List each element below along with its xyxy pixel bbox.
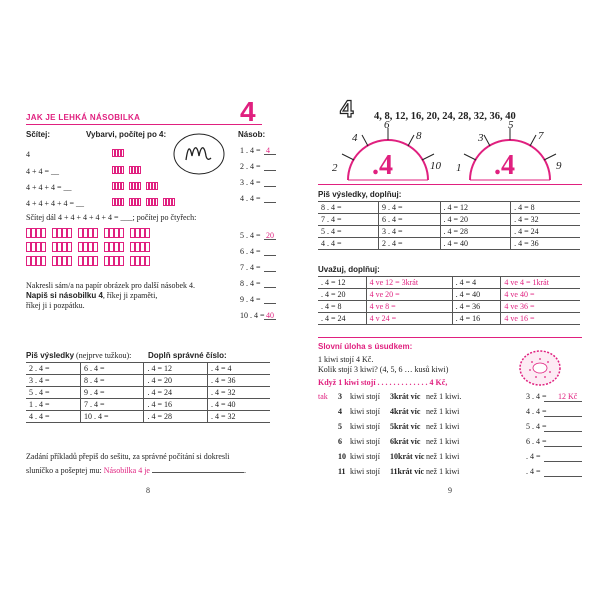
mult-expression: 6 . 4 =	[240, 247, 261, 256]
table-cell: . 4 = 32	[511, 214, 580, 226]
table-cell: . 4 = 40	[440, 238, 511, 250]
mult-expression: 10 . 4 =	[240, 311, 265, 320]
big-number-outline: 4	[340, 96, 354, 123]
mult-expression: 7 . 4 =	[240, 263, 261, 272]
kiwi-row-equation: 3 . 4 =	[526, 392, 547, 401]
sun-1-num: 10	[430, 160, 441, 172]
box-group	[52, 242, 72, 252]
kiwi-row-mid: kiwi stojí	[350, 407, 381, 416]
kiwi-row-post: než 1 kiwi	[426, 467, 460, 476]
mult-row	[240, 178, 280, 187]
box-group	[26, 256, 46, 266]
table-cell: . 4 = 4	[452, 277, 501, 289]
footer-blank	[152, 472, 244, 473]
box-group	[52, 228, 72, 238]
kiwi-row-equation: 6 . 4 =	[526, 437, 547, 446]
box-group	[26, 242, 46, 252]
kiwi-row-equation: . 4 =	[526, 467, 541, 476]
kiwi-row-mid: kiwi stojí	[350, 392, 381, 401]
table-cell: . 4 = 36	[452, 301, 501, 313]
footer-1: Zadání příkladů přepiš do sešitu, za správné počítání si dokresli	[26, 452, 230, 461]
page-number-right: 9	[448, 486, 452, 495]
pis-label-right: Piš výsledky, doplňuj:	[318, 190, 402, 199]
box-grid-row	[26, 242, 156, 252]
kiwi-answer-blank	[544, 401, 582, 402]
table-cell: . 4 = 24	[511, 226, 580, 238]
slovni-label: Slovní úloha s úsudkem:	[318, 342, 413, 351]
table-cell: . 4 = 12	[440, 202, 511, 214]
table-cell: 3 . 4 =	[378, 226, 440, 238]
table-cell: . 4 = 36	[511, 238, 580, 250]
mult-answer: 40	[266, 311, 274, 320]
pis-paren: (nejprve tužkou):	[74, 351, 132, 360]
divider-2	[318, 337, 582, 338]
box-grid-row	[26, 256, 156, 266]
table-cell: 1 . 4 =	[26, 399, 80, 411]
big-number: 4	[240, 96, 256, 127]
footer-2: sluníčko a pošeptej mu: Násobilka 4 je .	[26, 466, 246, 475]
sun-1-num: 4	[352, 132, 358, 144]
footer-2-pink: Násobilka 4 je	[103, 466, 150, 475]
table-cell: . 4 = 40	[452, 289, 501, 301]
kiwi-icon	[518, 348, 564, 388]
handwriting-circle-icon	[172, 132, 226, 176]
sum-long: Sčítej dál 4 + 4 + 4 + 4 + 4 = ___; počítej po čtyřech:	[26, 213, 197, 222]
uvazuj-label: Uvažuj, doplňuj:	[318, 265, 380, 274]
header-nasob: Násob:	[238, 130, 266, 139]
mult-row	[240, 279, 280, 288]
right-table-1	[318, 201, 580, 250]
table-cell: 9 . 4 =	[378, 202, 440, 214]
kiwi-row-post: než 1 kiwi.	[426, 392, 462, 401]
kiwi-row-times: 3krát víc	[390, 392, 421, 401]
table-row	[318, 202, 580, 214]
box-group	[78, 228, 98, 238]
table-cell: 6 . 4 =	[80, 363, 144, 375]
kiwi-row-mid: kiwi stojí	[350, 437, 381, 446]
box-row-3	[112, 182, 163, 190]
table-cell: . 4 = 32	[207, 411, 270, 423]
kiwi-row-post: než 1 kiwi	[426, 437, 460, 446]
box-group	[78, 242, 98, 252]
kiwi-row-count: 10	[338, 452, 346, 461]
box-row-2	[112, 166, 146, 174]
header-scitej: Sčítej:	[26, 130, 51, 139]
sum-2: 4 + 4 = __	[26, 167, 60, 176]
kiwi-answer-blank	[544, 446, 582, 447]
mult-row	[240, 311, 280, 320]
table-cell: 10 . 4 =	[80, 411, 144, 423]
table-row	[318, 301, 580, 313]
kiwi-row-equation: 5 . 4 =	[526, 422, 547, 431]
table-cell: . 4 = 20	[440, 214, 511, 226]
instruction-2-bold: Napiš si násobilku 4	[26, 291, 103, 300]
pis-label: Piš výsledky	[26, 351, 75, 360]
table-cell: 7 . 4 =	[80, 399, 144, 411]
table-cell: 4 ve 20 =	[366, 289, 452, 301]
mult-row	[240, 247, 280, 256]
table-cell: 4 v 24 =	[366, 313, 452, 325]
kiwi-answer-blank	[544, 416, 582, 417]
answer-blank	[264, 287, 276, 288]
answer-blank	[264, 202, 276, 203]
kiwi-row-mid: kiwi stojí	[350, 422, 381, 431]
header-vybarvi: Vybarvi, počítej po 4:	[86, 130, 167, 139]
box-row-1	[112, 149, 129, 157]
kiwi-row-post: než 1 kiwi	[426, 422, 460, 431]
table-cell: 4 ve 36 =	[501, 301, 580, 313]
instruction-2-rest: , říkej ji zpaměti,	[102, 291, 158, 300]
mult-expression: 5 . 4 =	[240, 231, 261, 240]
pis-label-row	[26, 351, 131, 360]
kiwi-row-times: 6krát víc	[390, 437, 421, 446]
kiwi-row-times: 4krát víc	[390, 407, 421, 416]
sun-numbers	[320, 119, 582, 188]
box-row-4	[112, 198, 180, 206]
table-cell: 2 . 4 =	[378, 238, 440, 250]
kiwi-row-count: 6	[338, 437, 342, 446]
table-row	[26, 363, 270, 375]
table-row	[318, 313, 580, 325]
table-cell: 4 . 4 =	[318, 238, 378, 250]
kiwi-row-times: 10krát víc	[390, 452, 425, 461]
sequence: 4, 8, 12, 16, 20, 24, 28, 32, 36, 40	[374, 111, 516, 122]
table-cell: 4 . 4 =	[26, 411, 80, 423]
box-group	[52, 256, 72, 266]
kiwi-row-times: 5krát víc	[390, 422, 421, 431]
table-cell: . 4 = 28	[440, 226, 511, 238]
table-row	[26, 375, 270, 387]
table-row	[26, 399, 270, 411]
table-cell: 8 . 4 =	[318, 202, 378, 214]
table-cell: . 4 = 20	[318, 289, 366, 301]
kiwi-row-mid: kiwi stojí	[350, 467, 381, 476]
sum-1: 4	[26, 150, 30, 159]
table-cell: 4 ve 4 = 1krát	[501, 277, 580, 289]
table-cell: . 4 = 24	[144, 387, 208, 399]
kiwi-row-mid: kiwi stojí	[350, 452, 381, 461]
table-row	[318, 277, 580, 289]
table-row	[318, 214, 580, 226]
answer-blank	[264, 186, 276, 187]
table-cell: 3 . 4 =	[26, 375, 80, 387]
instruction-2	[26, 291, 157, 300]
table-cell: . 4 = 12	[318, 277, 366, 289]
mult-answer: 20	[266, 231, 274, 240]
table-row	[318, 289, 580, 301]
box-group	[130, 256, 150, 266]
kdyz-line: Když 1 kiwi stojí . . . . . . . . . . . . . 4 Kč,	[318, 378, 448, 387]
table-cell: 4 ve 8 =	[366, 301, 452, 313]
dopln-label: Doplň správné číslo:	[148, 351, 227, 360]
kiwi-row-equation: 4 . 4 =	[526, 407, 547, 416]
mult-expression: 1 . 4 =	[240, 146, 261, 155]
kiwi-row-prefix: tak	[318, 392, 328, 401]
table-cell: 8 . 4 =	[80, 375, 144, 387]
table-cell: . 4 = 16	[452, 313, 501, 325]
divider-1	[318, 184, 582, 185]
kiwi-row-count: 3	[338, 392, 342, 401]
mult-expression: 4 . 4 =	[240, 194, 261, 203]
box-group	[26, 228, 46, 238]
sun-1-center: .4	[372, 150, 393, 181]
table-row	[318, 238, 580, 250]
answer-blank	[264, 255, 276, 256]
kiwi-row-times: 11krát víc	[390, 467, 424, 476]
kiwi-answer-blank	[544, 476, 582, 477]
kiwi-1: 1 kiwi stojí 4 Kč.	[318, 355, 374, 364]
kiwi-row-equation: . 4 =	[526, 452, 541, 461]
mult-row	[240, 146, 280, 155]
box-group	[130, 242, 150, 252]
sun-2-num: 5	[508, 119, 514, 131]
box-group	[104, 256, 124, 266]
mult-row	[240, 295, 280, 304]
table-cell: . 4 = 36	[207, 375, 270, 387]
answer-blank	[264, 303, 276, 304]
instruction-3: říkej ji i pozpátku.	[26, 301, 85, 310]
page-number-left: 8	[146, 486, 150, 495]
sun-1-num: 8	[416, 130, 422, 142]
table-cell: 5 . 4 =	[318, 226, 378, 238]
sun-2-num: 3	[478, 132, 484, 144]
right-page	[300, 0, 600, 600]
sun-2-num: 1	[456, 162, 462, 174]
kiwi-row-post: než 1 kiwi	[426, 452, 460, 461]
answer-blank	[264, 271, 276, 272]
kiwi-row-answer: 12 Kč	[558, 392, 578, 401]
table-cell: . 4 = 8	[511, 202, 580, 214]
table-cell: . 4 = 12	[144, 363, 208, 375]
box-group	[104, 242, 124, 252]
kiwi-answer-blank	[544, 461, 582, 462]
mult-answer: 4	[266, 146, 270, 155]
page-title: JAK JE LEHKÁ NÁSOBILKA	[26, 113, 141, 122]
table-cell: . 4 = 16	[144, 399, 208, 411]
box-group	[78, 256, 98, 266]
table-cell: 2 . 4 =	[26, 363, 80, 375]
sun-2-center: .4	[494, 150, 515, 181]
mult-expression: 2 . 4 =	[240, 162, 261, 171]
mult-row	[240, 231, 280, 240]
box-grid	[26, 228, 156, 270]
table-cell: 4 ve 12 = 3krát	[366, 277, 452, 289]
mult-expression: 8 . 4 =	[240, 279, 261, 288]
table-cell: . 4 = 20	[144, 375, 208, 387]
table-cell: . 4 = 40	[207, 399, 270, 411]
sum-3: 4 + 4 + 4 = __	[26, 183, 72, 192]
table-row	[26, 411, 270, 423]
table-cell: 4 ve 40 =	[501, 289, 580, 301]
mult-row	[240, 263, 280, 272]
box-grid-row	[26, 228, 156, 238]
sun-1-num: 6	[384, 119, 390, 131]
box-group	[130, 228, 150, 238]
title-underline	[26, 124, 262, 125]
mult-row	[240, 194, 280, 203]
box-group	[104, 228, 124, 238]
kiwi-2: Kolik stojí 3 kiwi? (4, 5, 6 … kusů kiwi)	[318, 365, 449, 374]
left-table	[26, 362, 270, 423]
sum-4: 4 + 4 + 4 + 4 = __	[26, 199, 85, 208]
mult-expression: 3 . 4 =	[240, 178, 261, 187]
kiwi-row-count: 4	[338, 407, 342, 416]
table-cell: . 4 = 24	[318, 313, 366, 325]
kiwi-row-post: než 1 kiwi	[426, 407, 460, 416]
table-cell: . 4 = 32	[207, 387, 270, 399]
table-cell: 7 . 4 =	[318, 214, 378, 226]
table-row	[318, 226, 580, 238]
table-cell: 6 . 4 =	[378, 214, 440, 226]
kiwi-row-count: 5	[338, 422, 342, 431]
table-row	[26, 387, 270, 399]
kiwi-answer-blank	[544, 431, 582, 432]
instruction-1: Nakresli sám/a na papír obrázek pro další násobek 4.	[26, 281, 196, 290]
table-cell: . 4 = 4	[207, 363, 270, 375]
kiwi-row-count: 11	[338, 467, 346, 476]
footer-2-text: sluníčko a pošeptej mu:	[26, 466, 102, 475]
mult-row	[240, 162, 280, 171]
table-cell: . 4 = 8	[318, 301, 366, 313]
sun-2-num: 9	[556, 160, 562, 172]
sun-2-num: 7	[538, 130, 544, 142]
mult-expression: 9 . 4 =	[240, 295, 261, 304]
table-cell: 4 ve 16 =	[501, 313, 580, 325]
answer-blank	[264, 170, 276, 171]
table-cell: . 4 = 28	[144, 411, 208, 423]
table-cell: 5 . 4 =	[26, 387, 80, 399]
table-cell: 9 . 4 =	[80, 387, 144, 399]
sun-1-num: 2	[332, 162, 338, 174]
right-table-2	[318, 276, 580, 325]
